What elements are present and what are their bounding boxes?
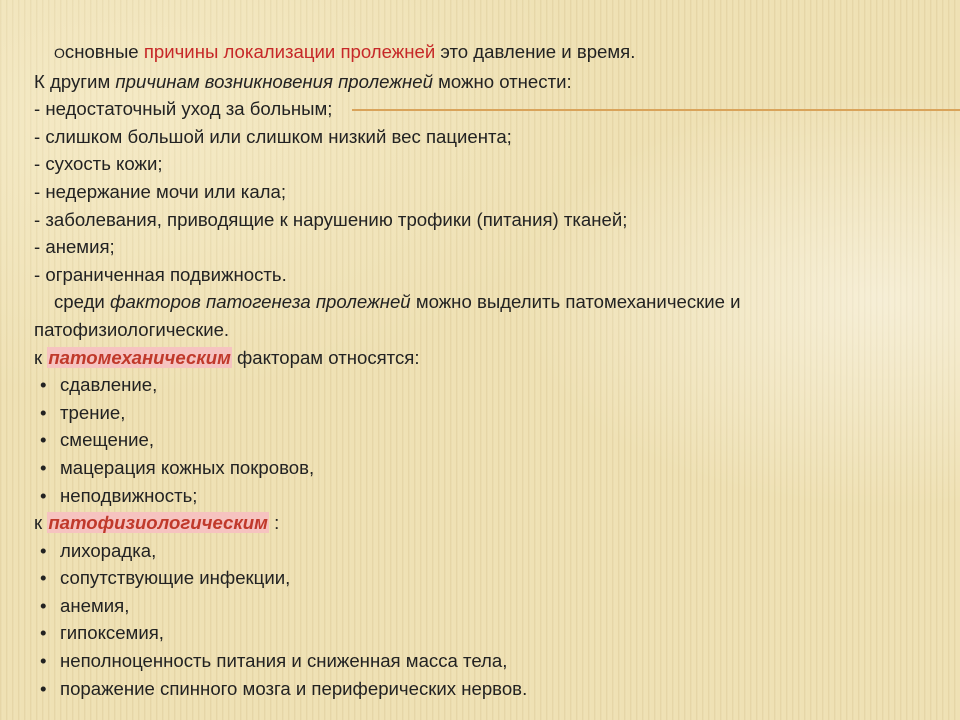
mech-item — [34, 454, 914, 482]
bullet-icon: • — [40, 374, 47, 396]
phys-highlight: патофизиологическим — [48, 512, 268, 534]
mech-prefix: к — [34, 346, 48, 368]
phys-item-text: поражение спинного мозга и периферических нервов. — [60, 677, 528, 699]
pathogenesis-line-1 — [34, 288, 914, 316]
phys-suffix: : — [268, 512, 280, 534]
pathogenesis-line-2: патофизиологические. — [34, 318, 230, 340]
intro2-text: К другим — [34, 70, 116, 92]
bullet-icon: • — [40, 594, 47, 616]
phys-item-text: гипоксемия, — [60, 622, 164, 644]
mech-heading — [34, 344, 914, 372]
bullet-icon: • — [40, 484, 47, 506]
mech-item-text: трение, — [60, 401, 126, 423]
intro-first-letter: О — [54, 45, 65, 61]
intro-text: сновные — [64, 41, 144, 62]
mech-item — [34, 426, 914, 454]
bullet-icon: • — [40, 622, 47, 644]
cause-item: - заболевания, приводящие к нарушению трофики (питания) тканей; — [34, 208, 628, 230]
mech-item-text: мацерация кожных покровов, — [60, 456, 315, 478]
mech-item — [34, 371, 914, 399]
cause-item: - ограниченная подвижность. — [34, 263, 287, 285]
red-phrase: причины локализации пролежней — [143, 41, 436, 62]
phys-item — [34, 675, 914, 703]
bullet-icon: • — [40, 429, 47, 451]
cause-item: - слишком большой или слишком низкий вес пациента; — [34, 125, 512, 147]
pathogenesis-text: среди — [54, 291, 110, 313]
phys-item-text: лихорадка, — [60, 539, 157, 561]
phys-item — [34, 537, 914, 565]
intro-text-end: это давление и время. — [435, 41, 636, 62]
cause-item: - недостаточный уход за больным; — [34, 98, 333, 120]
phys-item — [34, 564, 914, 592]
phys-item — [34, 592, 914, 620]
phys-prefix: к — [34, 512, 48, 534]
intro2-text-end: можно отнести: — [432, 70, 572, 92]
cause-item: - сухость кожи; — [34, 153, 163, 175]
phys-heading — [34, 509, 914, 537]
bullet-icon: • — [40, 650, 47, 672]
mech-item — [34, 399, 914, 427]
mech-item-text: сдавление, — [60, 374, 158, 396]
mech-highlight: патомеханическим — [48, 346, 231, 368]
mech-item-text: неподвижность; — [60, 484, 198, 506]
phys-item-text: неполноценность питания и сниженная масса тела, — [60, 650, 508, 672]
cause-item: - анемия; — [34, 236, 115, 258]
mech-item — [34, 482, 914, 510]
italic-phrase: причинам возникновения пролежней — [115, 70, 433, 92]
phys-item-text: анемия, — [60, 594, 130, 616]
pathogenesis-text-end: можно выделить патомеханические и — [410, 291, 741, 313]
phys-item — [34, 619, 914, 647]
bullet-icon: • — [40, 456, 47, 478]
intro-line-2 — [34, 68, 914, 96]
bullet-icon: • — [40, 677, 47, 699]
bullet-icon: • — [40, 401, 47, 423]
phys-item-text: сопутствующие инфекции, — [60, 567, 291, 589]
intro-line-1 — [34, 38, 914, 68]
bullet-icon: • — [40, 567, 47, 589]
bullet-icon: • — [40, 539, 47, 561]
phys-item — [34, 647, 914, 675]
slide-body — [34, 38, 914, 702]
mech-item-text: смещение, — [60, 429, 155, 451]
cause-item: - недержание мочи или кала; — [34, 180, 287, 202]
pathogenesis-italic: факторов патогенеза пролежней — [109, 291, 411, 313]
mech-suffix: факторам относятся: — [231, 346, 420, 368]
